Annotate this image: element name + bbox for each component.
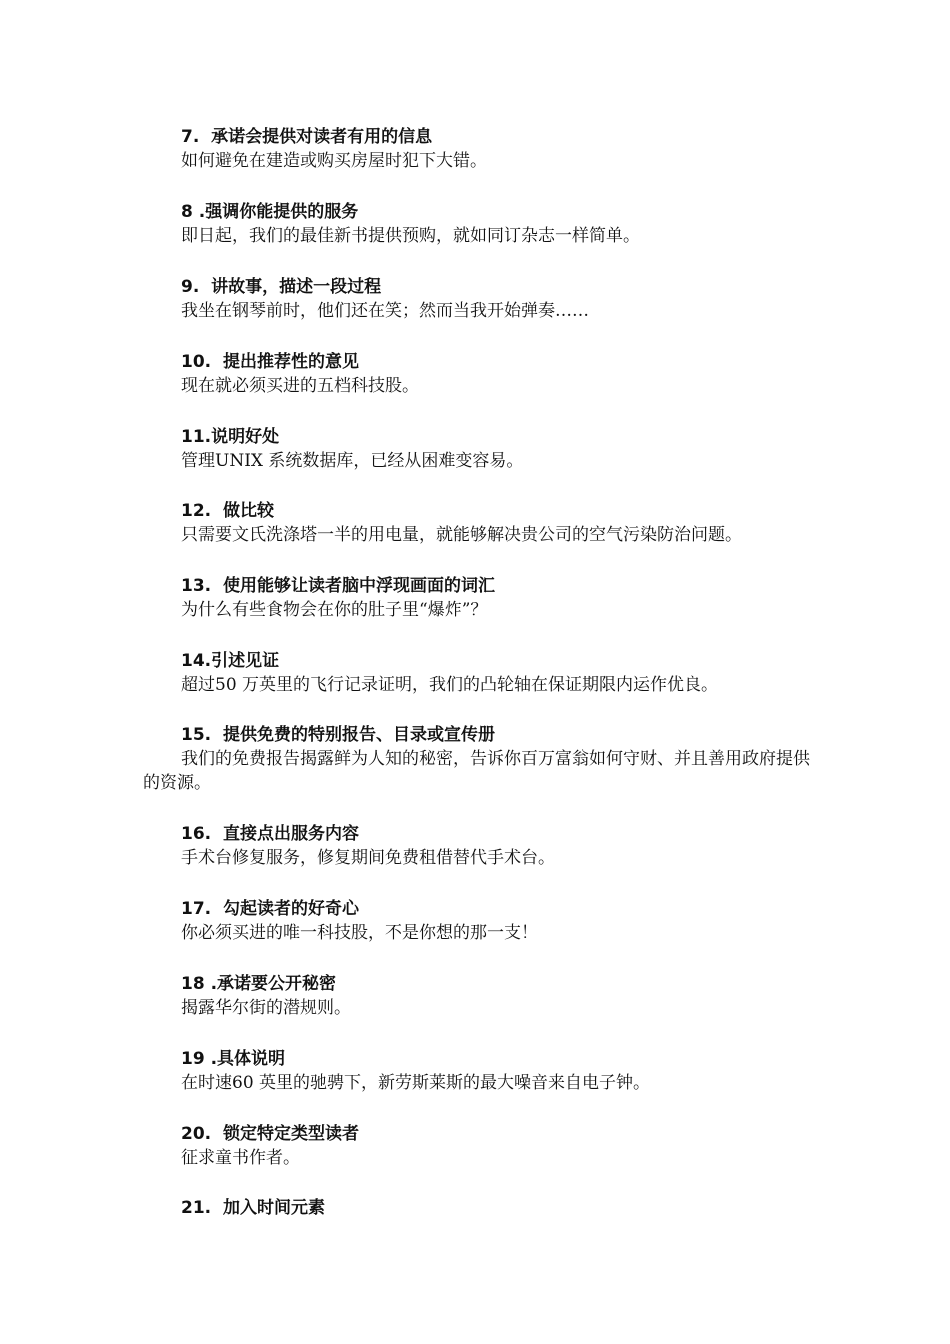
section-body: 即日起，我们的最佳新书提供预购，就如同订杂志一样简单。 (181, 226, 640, 246)
section-heading: 20. 锁定特定类型读者 (181, 1124, 359, 1144)
section-11 (181, 425, 821, 473)
section-body: 手术台修复服务，修复期间免费租借替代手术台。 (181, 848, 555, 868)
section-17 (181, 897, 821, 945)
section-body: 在时速60 英里的驰骋下，新劳斯莱斯的最大噪音来自电子钟。 (181, 1073, 651, 1093)
section-heading: 11.说明好处 (181, 427, 280, 447)
section-19 (181, 1047, 821, 1095)
section-body: 如何避免在建造或购买房屋时犯下大错。 (181, 151, 487, 171)
section-heading: 13. 使用能够让读者脑中浮现画面的词汇 (181, 576, 495, 596)
section-heading: 19 .具体说明 (181, 1049, 286, 1069)
section-9 (181, 275, 821, 323)
section-13 (181, 574, 821, 622)
section-heading: 16. 直接点出服务内容 (181, 824, 359, 844)
section-body: 管理UNIX 系统数据库，已经从困难变容易。 (181, 451, 524, 471)
section-heading: 17. 勾起读者的好奇心 (181, 899, 359, 919)
section-18 (181, 972, 821, 1020)
section-14 (181, 649, 821, 697)
section-21 (181, 1196, 821, 1220)
section-body: 我坐在钢琴前时，他们还在笑；然而当我开始弹奏…… (181, 301, 589, 321)
section-20 (181, 1122, 821, 1170)
section-heading: 8 .强调你能提供的服务 (181, 202, 359, 222)
section-heading: 15. 提供免费的特别报告、目录或宣传册 (181, 725, 495, 745)
section-10 (181, 350, 821, 398)
section-7 (181, 125, 821, 173)
section-12 (181, 499, 821, 547)
section-heading: 21. 加入时间元素 (181, 1198, 325, 1218)
section-body: 为什么有些食物会在你的肚子里“爆炸”？ (181, 600, 488, 620)
section-body: 只需要文氏洗涤塔一半的用电量，就能够解决贵公司的空气污染防治问题。 (181, 525, 742, 545)
section-heading: 14.引述见证 (181, 651, 280, 671)
section-body: 你必须买进的唯一科技股，不是你想的那一支！ (181, 923, 538, 943)
section-body: 现在就必须买进的五档科技股。 (181, 376, 419, 396)
section-15 (143, 723, 813, 795)
section-heading: 12. 做比较 (181, 501, 274, 521)
section-body: 征求童书作者。 (181, 1148, 300, 1168)
section-heading: 9. 讲故事，描述一段过程 (181, 277, 382, 297)
section-body: 揭露华尔街的潜规则。 (181, 998, 351, 1018)
section-8 (181, 200, 821, 248)
section-heading: 7. 承诺会提供对读者有用的信息 (181, 127, 433, 147)
section-body: 超过50 万英里的飞行记录证明，我们的凸轮轴在保证期限内运作优良。 (181, 675, 719, 695)
section-heading: 10. 提出推荐性的意见 (181, 352, 359, 372)
section-heading: 18 .承诺要公开秘密 (181, 974, 337, 994)
section-16 (181, 822, 821, 870)
section-body: 我们的免费报告揭露鲜为人知的秘密，告诉你百万富翁如何守财、并且善用政府提供的资源。 (143, 749, 810, 793)
